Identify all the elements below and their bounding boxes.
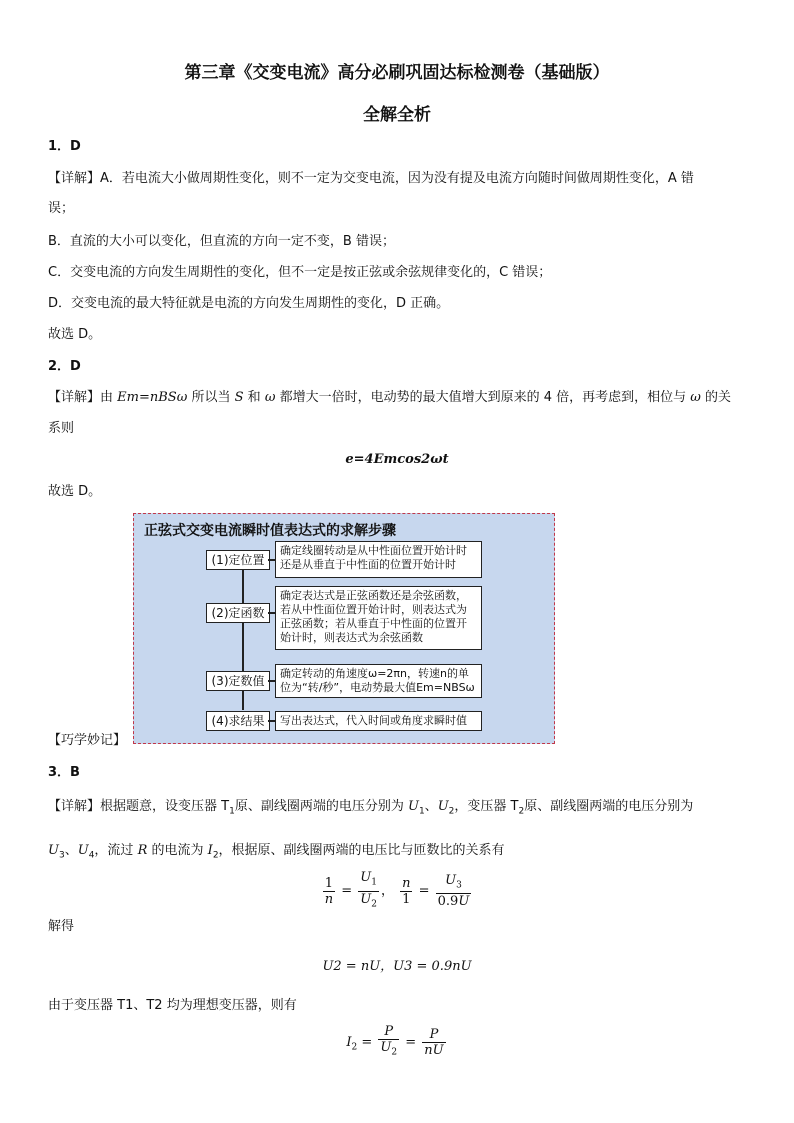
q2-detail-end: 的关	[705, 390, 732, 405]
q1-conclusion: 故选 D。	[48, 327, 102, 342]
q3-text-e: ，流过	[94, 843, 134, 858]
q3-var-r: R	[137, 843, 148, 858]
q2-detail-line1	[48, 389, 731, 407]
q3-text-a: 【详解】根据题意，设变压器 T	[48, 799, 230, 814]
solving-steps-diagram	[133, 513, 555, 744]
q2-formula-inline: Em=nBSω	[117, 390, 188, 405]
step-4-label: (4)求结果	[206, 711, 270, 731]
step-3-desc: 确定转动的角速度ω=2πn，转速n的单位为“转/秒”，电动势最大值Em=NBSω	[275, 664, 482, 698]
q2-detail-mid: 所以当	[191, 390, 231, 405]
q1-option-d: D．交变电流的最大特征就是电流的方向发生周期性的变化，D 正确。	[48, 296, 450, 311]
q3-text-d: 原、副线圈两端的电压分别为	[524, 799, 694, 814]
q3-text-f: 的电流为	[151, 843, 204, 858]
document-title: 第三章《交变电流》高分必刷巩固达标检测卷（基础版）	[184, 63, 610, 83]
q1-option-c: C．交变电流的方向发生周期性的变化，但不一定是按正弦或余弦规律变化的，C 错误；	[48, 265, 552, 280]
q3-text-g: ，根据原、副线圈两端的电压比与匝数比的关系有	[218, 843, 505, 858]
q3-text-c: ，变压器 T	[454, 799, 519, 814]
q1-answer: 1．D	[48, 139, 81, 154]
q2-and: 和	[247, 390, 261, 405]
q3-solve-label: 解得	[48, 919, 75, 934]
step-2-label: (2)定函数	[206, 603, 270, 623]
q1-detail-line2: 误；	[48, 201, 75, 216]
q2-var-s: S	[234, 390, 244, 405]
q2-detail-line2: 系则	[48, 421, 75, 436]
q3-text-b: 原、副线圈两端的电压分别为	[234, 799, 404, 814]
q1-detail-line1: 【详解】A．若电流大小做周期性变化，则不一定为交变电流，因为没有提及电流方向随时间做周期性变化，A 错	[48, 171, 694, 186]
tip-label: 【巧学妙记】	[48, 733, 127, 748]
step-2-desc: 确定表达式是正弦函数还是余弦函数，若从中性面位置开始计时，则表达式为正弦函数；若从垂直于中性面的位置开始计时，则表达式为余弦函数	[275, 586, 482, 650]
q2-answer: 2．D	[48, 359, 81, 374]
document-subtitle: 全解全析	[363, 105, 431, 125]
q3-answer: 3．B	[48, 765, 80, 780]
q2-detail-rest: 都增大一倍时，电动势的最大值增大到原来的 4 倍，再考虑到，相位与	[279, 390, 687, 405]
q3-detail-line1: 【详解】根据题意，设变压器 $T_1$原、副线圈两端的电压分别为 $U_1$、$U_2$，变压器 $T_2$原、副线圈两端的电压分别为	[48, 799, 694, 817]
q3-detail-line4: 由于变压器 T1、T2 均为理想变压器，则有	[48, 998, 297, 1013]
q3-solution-equation: U2 = nU，U3 = 0.9nU	[322, 959, 472, 974]
step-4-desc: 写出表达式，代入时间或角度求瞬时值	[275, 711, 482, 731]
step-3-label: (3)定数值	[206, 671, 270, 691]
q3-detail-line2: $U_3$、$U_4$，流过 R 的电流为 $I_2$，根据原、副线圈两端的电压比与匝数比的关系有	[48, 843, 505, 861]
q3-current-equation: $I_2$ = $\frac{P}{U_2}$ = $\frac{P}{nU}$	[346, 1024, 444, 1058]
q1-option-b: B．直流的大小可以变化，但直流的方向一定不变，B 错误；	[48, 234, 395, 249]
q2-equation: e=4Emcos2ωt	[345, 452, 449, 467]
q2-conclusion: 故选 D。	[48, 484, 102, 499]
q2-var-omega-2: ω	[690, 390, 701, 405]
q3-ratio-equation: $\frac{1}{n}$ = $\frac{U_1}{U_2}$ ， $\frac{n}{1}$ = $\frac{U_3}{0.9U}$	[324, 870, 470, 910]
diagram-title: 正弦式交变电流瞬时值表达式的求解步骤	[144, 523, 396, 539]
step-1-label: (1)定位置	[206, 550, 270, 570]
q2-detail-prefix: 【详解】由	[48, 390, 114, 405]
q2-var-omega: ω	[264, 390, 276, 405]
step-1-desc: 确定线圈转动是从中性面位置开始计时还是从垂直于中性面的位置开始计时	[275, 541, 482, 578]
